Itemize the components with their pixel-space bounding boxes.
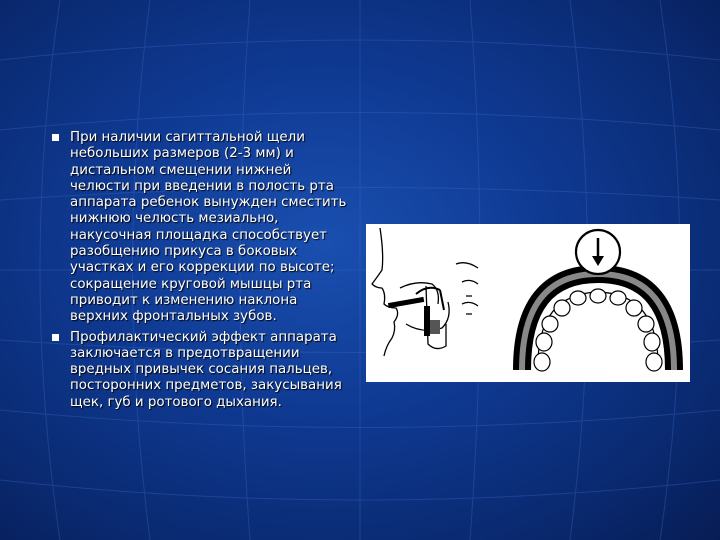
bullet-item bbox=[52, 330, 352, 411]
bullet-square-icon bbox=[52, 334, 59, 341]
bullet-square-icon bbox=[52, 134, 59, 141]
bullet-text: При наличии сагиттальной щели небольших размеров (2-3 мм) и дистальном смещении нижней челюсти при введении в полость рта аппарата ребенок вынужден сместить нижнюю челюсть мезиально, накусочная площадка способствует разобщению прикуса в боковых участках и его коррекции по высоте; сокращение круговой мышцы рта приводит к изменению наклона верхних фронтальных зубов. bbox=[70, 130, 347, 325]
face-profile-sketch bbox=[372, 228, 478, 356]
dental-appliance-illustration bbox=[366, 224, 690, 382]
bullet-list bbox=[52, 130, 352, 415]
dental-appliance-figure bbox=[366, 224, 690, 382]
bullet-text: Профилактический эффект аппарата заключается в предотвращении вредных привычек сосания пальцев, посторонних предметов, закусывания щек, губ и ротового дыхания. bbox=[70, 329, 342, 410]
bullet-item bbox=[52, 130, 352, 326]
dental-arch-view bbox=[522, 230, 674, 371]
